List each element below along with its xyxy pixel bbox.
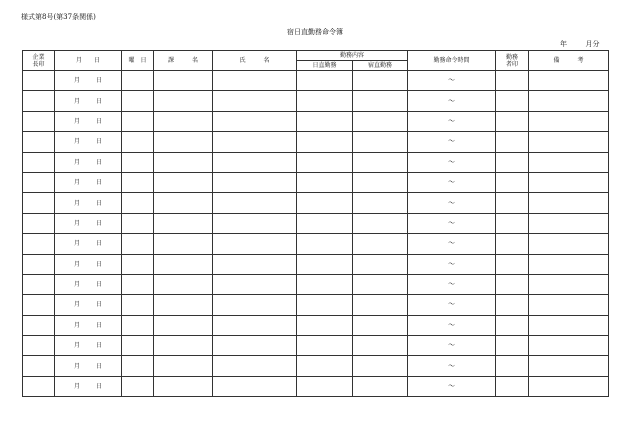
- night-duty-cell[interactable]: [353, 132, 408, 152]
- manager-seal-cell[interactable]: [23, 336, 55, 356]
- date-cell[interactable]: [55, 132, 122, 152]
- table-row: [23, 213, 609, 233]
- month-label: 月: [73, 199, 80, 207]
- weekday-cell[interactable]: [122, 376, 154, 396]
- time-separator: 〜: [448, 320, 456, 329]
- night-duty-cell[interactable]: [353, 71, 408, 91]
- remarks-cell[interactable]: [529, 254, 609, 274]
- manager-seal-cell[interactable]: [23, 254, 55, 274]
- day-label: 日: [96, 383, 103, 391]
- weekday-cell[interactable]: [122, 152, 154, 172]
- date-cell[interactable]: [55, 91, 122, 111]
- day-duty-cell[interactable]: [297, 376, 353, 396]
- duty-seal-cell[interactable]: [496, 315, 529, 335]
- name-cell[interactable]: [213, 274, 297, 294]
- name-cell[interactable]: [213, 234, 297, 254]
- order-time-cell[interactable]: [408, 336, 496, 356]
- time-separator: 〜: [448, 259, 456, 268]
- order-time-cell[interactable]: [408, 172, 496, 192]
- duty-seal-cell[interactable]: [496, 234, 529, 254]
- table-row: [23, 193, 609, 213]
- month-label: 月: [73, 77, 80, 85]
- remarks-cell[interactable]: [529, 295, 609, 315]
- duty-seal-cell[interactable]: [496, 111, 529, 131]
- weekday-cell[interactable]: [122, 295, 154, 315]
- weekday-cell[interactable]: [122, 71, 154, 91]
- order-time-cell[interactable]: [408, 295, 496, 315]
- duty-seal-cell[interactable]: [496, 376, 529, 396]
- name-cell[interactable]: [213, 376, 297, 396]
- time-separator: 〜: [448, 218, 456, 227]
- manager-seal-cell[interactable]: [23, 111, 55, 131]
- manager-seal-cell[interactable]: [23, 172, 55, 192]
- name-cell[interactable]: [213, 295, 297, 315]
- month-label: 月: [73, 383, 80, 391]
- day-duty-cell[interactable]: [297, 274, 353, 294]
- date-cell[interactable]: [55, 193, 122, 213]
- section-cell[interactable]: [154, 193, 213, 213]
- date-cell[interactable]: [55, 336, 122, 356]
- name-cell[interactable]: [213, 71, 297, 91]
- year-month-field: [560, 39, 599, 49]
- day-duty-cell[interactable]: [297, 152, 353, 172]
- table-row: [23, 91, 609, 111]
- section-cell[interactable]: [154, 132, 213, 152]
- night-duty-cell[interactable]: [353, 172, 408, 192]
- day-duty-cell[interactable]: [297, 71, 353, 91]
- date-cell[interactable]: [55, 315, 122, 335]
- order-time-cell[interactable]: [408, 254, 496, 274]
- day-label: 日: [96, 281, 103, 289]
- night-duty-cell[interactable]: [353, 336, 408, 356]
- weekday-cell[interactable]: [122, 336, 154, 356]
- name-cell[interactable]: [213, 132, 297, 152]
- remarks-cell[interactable]: [529, 91, 609, 111]
- day-duty-cell[interactable]: [297, 234, 353, 254]
- duty-seal-cell[interactable]: [496, 356, 529, 376]
- duty-order-table: [22, 50, 609, 397]
- weekday-cell[interactable]: [122, 213, 154, 233]
- time-separator: 〜: [448, 198, 456, 207]
- month-label: 月分: [585, 40, 600, 48]
- section-cell[interactable]: [154, 315, 213, 335]
- month-label: 月: [73, 219, 80, 227]
- day-label: 日: [96, 138, 103, 146]
- duty-seal-cell[interactable]: [496, 254, 529, 274]
- weekday-cell[interactable]: [122, 254, 154, 274]
- day-label: 日: [96, 219, 103, 227]
- name-cell[interactable]: [213, 336, 297, 356]
- section-cell[interactable]: [154, 111, 213, 131]
- time-separator: 〜: [448, 96, 456, 105]
- form-number: 様式第8号(第37条関係): [21, 13, 96, 21]
- col-remarks: 備 考: [529, 51, 609, 71]
- weekday-cell[interactable]: [122, 356, 154, 376]
- section-cell[interactable]: [154, 71, 213, 91]
- name-cell[interactable]: [213, 254, 297, 274]
- weekday-cell[interactable]: [122, 132, 154, 152]
- section-cell[interactable]: [154, 172, 213, 192]
- duty-seal-cell[interactable]: [496, 295, 529, 315]
- section-cell[interactable]: [154, 152, 213, 172]
- order-time-cell[interactable]: [408, 152, 496, 172]
- order-time-cell[interactable]: [408, 132, 496, 152]
- time-separator: 〜: [448, 280, 456, 289]
- day-label: 日: [96, 158, 103, 166]
- duty-seal-cell[interactable]: [496, 193, 529, 213]
- section-cell[interactable]: [154, 234, 213, 254]
- name-cell[interactable]: [213, 152, 297, 172]
- manager-seal-cell[interactable]: [23, 71, 55, 91]
- remarks-cell[interactable]: [529, 376, 609, 396]
- section-cell[interactable]: [154, 254, 213, 274]
- day-duty-cell[interactable]: [297, 336, 353, 356]
- remarks-cell[interactable]: [529, 356, 609, 376]
- day-label: 日: [96, 342, 103, 350]
- name-cell[interactable]: [213, 172, 297, 192]
- duty-seal-cell[interactable]: [496, 152, 529, 172]
- name-cell[interactable]: [213, 356, 297, 376]
- year-label: 年: [560, 40, 567, 48]
- day-duty-cell[interactable]: [297, 213, 353, 233]
- night-duty-cell[interactable]: [353, 295, 408, 315]
- table-row: [23, 111, 609, 131]
- night-duty-cell[interactable]: [353, 213, 408, 233]
- date-cell[interactable]: [55, 254, 122, 274]
- night-duty-cell[interactable]: [353, 193, 408, 213]
- weekday-cell[interactable]: [122, 91, 154, 111]
- time-separator: 〜: [448, 239, 456, 248]
- date-cell[interactable]: [55, 213, 122, 233]
- order-time-cell[interactable]: [408, 356, 496, 376]
- time-separator: 〜: [448, 341, 456, 350]
- duty-seal-cell[interactable]: [496, 336, 529, 356]
- month-label: 月: [73, 281, 80, 289]
- remarks-cell[interactable]: [529, 111, 609, 131]
- col-duty-seal: 勤務 者印: [496, 51, 529, 71]
- day-duty-cell[interactable]: [297, 193, 353, 213]
- order-time-cell[interactable]: [408, 193, 496, 213]
- month-label: 月: [73, 362, 80, 370]
- order-time-cell[interactable]: [408, 71, 496, 91]
- date-cell[interactable]: [55, 295, 122, 315]
- table-row: [23, 254, 609, 274]
- day-label: 日: [96, 362, 103, 370]
- table-row: [23, 172, 609, 192]
- night-duty-cell[interactable]: [353, 376, 408, 396]
- remarks-cell[interactable]: [529, 274, 609, 294]
- duty-seal-cell[interactable]: [496, 71, 529, 91]
- order-time-cell[interactable]: [408, 234, 496, 254]
- manager-seal-cell[interactable]: [23, 213, 55, 233]
- duty-seal-cell[interactable]: [496, 172, 529, 192]
- day-duty-cell[interactable]: [297, 315, 353, 335]
- col-day-duty: 日直勤務: [297, 61, 353, 71]
- duty-seal-cell[interactable]: [496, 132, 529, 152]
- night-duty-cell[interactable]: [353, 315, 408, 335]
- month-label: 月: [73, 158, 80, 166]
- order-time-cell[interactable]: [408, 376, 496, 396]
- order-time-cell[interactable]: [408, 213, 496, 233]
- name-cell[interactable]: [213, 213, 297, 233]
- month-label: 月: [73, 342, 80, 350]
- manager-seal-cell[interactable]: [23, 132, 55, 152]
- remarks-cell[interactable]: [529, 336, 609, 356]
- weekday-cell[interactable]: [122, 193, 154, 213]
- col-weekday: 曜 日: [122, 51, 154, 71]
- date-cell[interactable]: [55, 356, 122, 376]
- section-cell[interactable]: [154, 356, 213, 376]
- table-row: [23, 315, 609, 335]
- weekday-cell[interactable]: [122, 315, 154, 335]
- time-separator: 〜: [448, 178, 456, 187]
- manager-seal-cell[interactable]: [23, 193, 55, 213]
- night-duty-cell[interactable]: [353, 91, 408, 111]
- date-cell[interactable]: [55, 234, 122, 254]
- table-row: [23, 152, 609, 172]
- month-label: 月: [73, 240, 80, 248]
- day-duty-cell[interactable]: [297, 91, 353, 111]
- time-separator: 〜: [448, 157, 456, 166]
- day-duty-cell[interactable]: [297, 295, 353, 315]
- month-label: 月: [73, 321, 80, 329]
- page-title: 宿日直勤務命令簿: [287, 28, 343, 36]
- month-label: 月: [73, 301, 80, 309]
- table-row: [23, 234, 609, 254]
- manager-seal-cell[interactable]: [23, 295, 55, 315]
- table-row: [23, 71, 609, 91]
- day-label: 日: [96, 301, 103, 309]
- weekday-cell[interactable]: [122, 172, 154, 192]
- name-cell[interactable]: [213, 193, 297, 213]
- date-cell[interactable]: [55, 111, 122, 131]
- weekday-cell[interactable]: [122, 111, 154, 131]
- section-cell[interactable]: [154, 91, 213, 111]
- remarks-cell[interactable]: [529, 193, 609, 213]
- section-cell[interactable]: [154, 376, 213, 396]
- table-row: [23, 132, 609, 152]
- day-label: 日: [96, 321, 103, 329]
- name-cell[interactable]: [213, 111, 297, 131]
- day-label: 日: [96, 260, 103, 268]
- table-row: [23, 336, 609, 356]
- col-section: 課 名: [154, 51, 213, 71]
- table-row: [23, 376, 609, 396]
- time-separator: 〜: [448, 76, 456, 85]
- day-label: 日: [96, 199, 103, 207]
- day-label: 日: [96, 117, 103, 125]
- table-row: [23, 274, 609, 294]
- day-label: 日: [96, 240, 103, 248]
- order-time-cell[interactable]: [408, 315, 496, 335]
- time-separator: 〜: [448, 382, 456, 391]
- manager-seal-cell[interactable]: [23, 376, 55, 396]
- date-cell[interactable]: [55, 274, 122, 294]
- manager-seal-cell[interactable]: [23, 152, 55, 172]
- date-cell[interactable]: [55, 172, 122, 192]
- day-label: 日: [96, 97, 103, 105]
- manager-seal-cell[interactable]: [23, 91, 55, 111]
- duty-seal-cell[interactable]: [496, 91, 529, 111]
- manager-seal-cell[interactable]: [23, 315, 55, 335]
- remarks-cell[interactable]: [529, 315, 609, 335]
- time-separator: 〜: [448, 116, 456, 125]
- section-cell[interactable]: [154, 336, 213, 356]
- month-label: 月: [73, 138, 80, 146]
- day-duty-cell[interactable]: [297, 356, 353, 376]
- order-time-cell[interactable]: [408, 111, 496, 131]
- night-duty-cell[interactable]: [353, 234, 408, 254]
- remarks-cell[interactable]: [529, 132, 609, 152]
- section-cell[interactable]: [154, 213, 213, 233]
- table-row: [23, 295, 609, 315]
- duty-seal-cell[interactable]: [496, 213, 529, 233]
- col-manager-seal: 企業 長印: [23, 51, 55, 71]
- order-time-cell[interactable]: [408, 91, 496, 111]
- section-cell[interactable]: [154, 295, 213, 315]
- manager-seal-cell[interactable]: [23, 356, 55, 376]
- date-cell[interactable]: [55, 71, 122, 91]
- table-row: [23, 356, 609, 376]
- col-date: 月 日: [55, 51, 122, 71]
- remarks-cell[interactable]: [529, 152, 609, 172]
- night-duty-cell[interactable]: [353, 111, 408, 131]
- col-name: 氏 名: [213, 51, 297, 71]
- name-cell[interactable]: [213, 315, 297, 335]
- col-night-duty: 宿直勤務: [353, 61, 408, 71]
- weekday-cell[interactable]: [122, 234, 154, 254]
- name-cell[interactable]: [213, 91, 297, 111]
- manager-seal-cell[interactable]: [23, 274, 55, 294]
- month-label: 月: [73, 117, 80, 125]
- day-duty-cell[interactable]: [297, 111, 353, 131]
- time-separator: 〜: [448, 300, 456, 309]
- manager-seal-cell[interactable]: [23, 234, 55, 254]
- section-cell[interactable]: [154, 274, 213, 294]
- date-cell[interactable]: [55, 376, 122, 396]
- weekday-cell[interactable]: [122, 274, 154, 294]
- remarks-cell[interactable]: [529, 71, 609, 91]
- month-label: 月: [73, 179, 80, 187]
- night-duty-cell[interactable]: [353, 274, 408, 294]
- night-duty-cell[interactable]: [353, 152, 408, 172]
- day-duty-cell[interactable]: [297, 132, 353, 152]
- day-duty-cell[interactable]: [297, 254, 353, 274]
- remarks-cell[interactable]: [529, 234, 609, 254]
- night-duty-cell[interactable]: [353, 356, 408, 376]
- order-time-cell[interactable]: [408, 274, 496, 294]
- remarks-cell[interactable]: [529, 213, 609, 233]
- col-duty-content: 勤務内容: [297, 51, 408, 61]
- day-label: 日: [96, 77, 103, 85]
- col-order-time: 勤務命令時間: [408, 51, 496, 71]
- month-label: 月: [73, 97, 80, 105]
- remarks-cell[interactable]: [529, 172, 609, 192]
- day-duty-cell[interactable]: [297, 172, 353, 192]
- time-separator: 〜: [448, 361, 456, 370]
- duty-seal-cell[interactable]: [496, 274, 529, 294]
- time-separator: 〜: [448, 137, 456, 146]
- night-duty-cell[interactable]: [353, 254, 408, 274]
- date-cell[interactable]: [55, 152, 122, 172]
- day-label: 日: [96, 179, 103, 187]
- month-label: 月: [73, 260, 80, 268]
